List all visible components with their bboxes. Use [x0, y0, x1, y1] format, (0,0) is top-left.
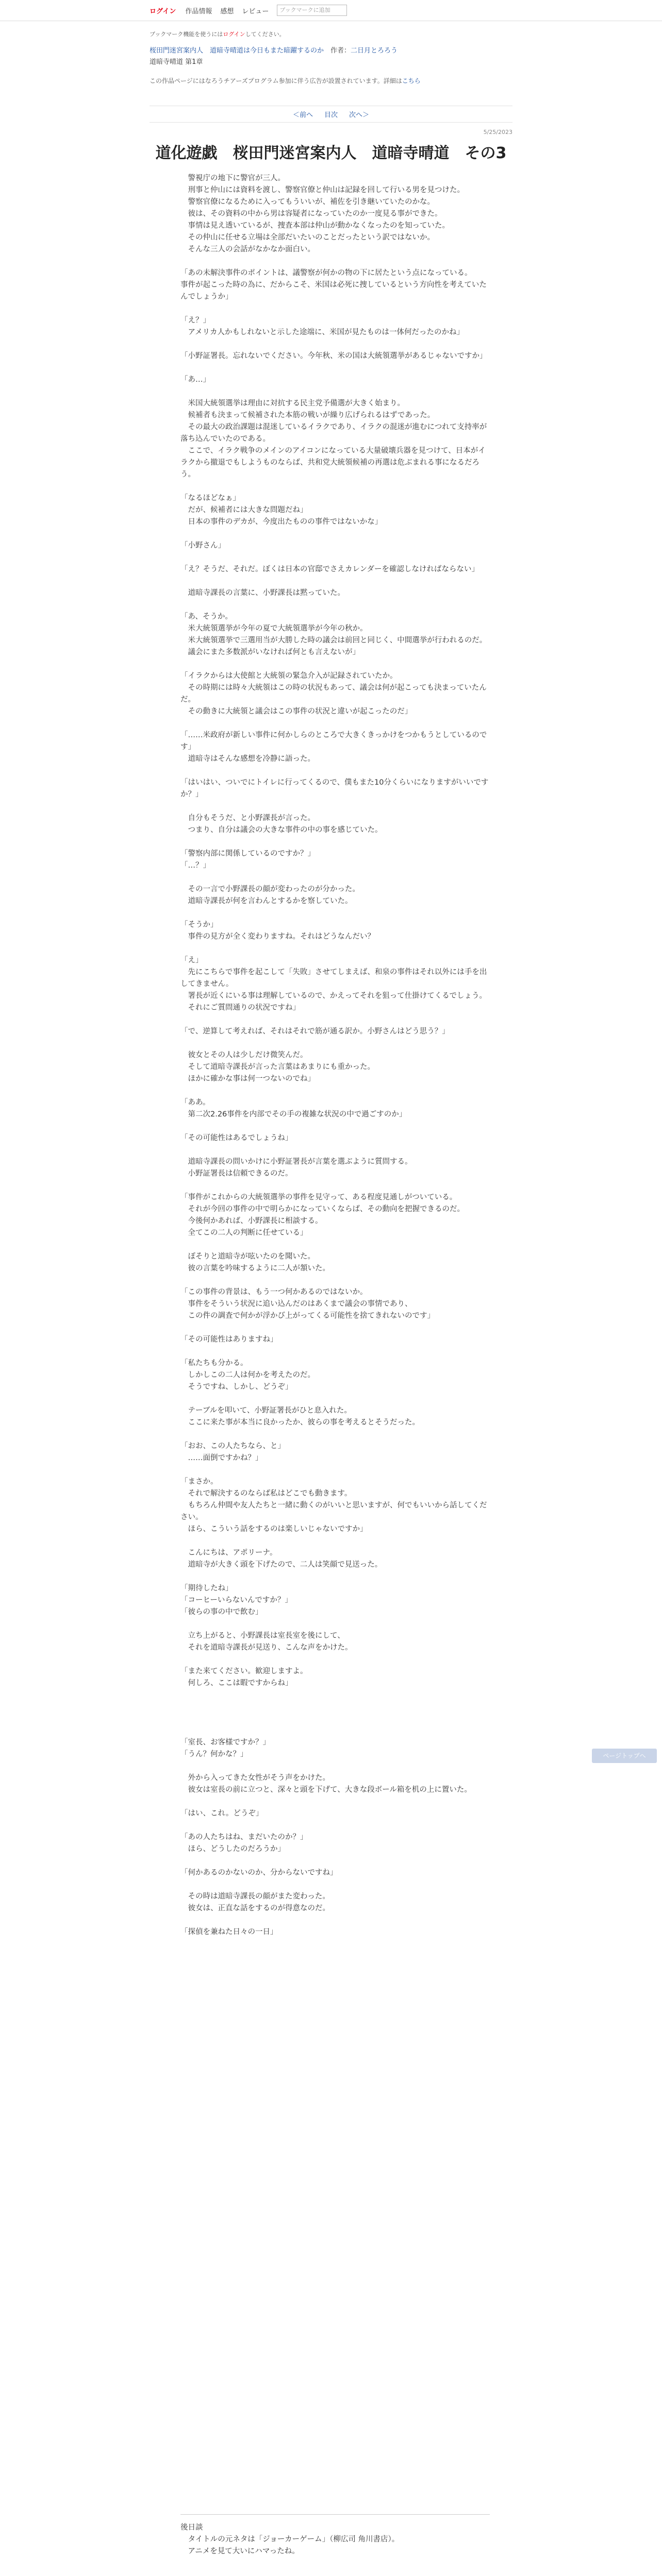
body-line: 何しろ、ここは暇ですからね」 — [180, 1679, 293, 1687]
body-line: 「この事件の背景は、もう一つ何かあるのではないか。 — [180, 1288, 368, 1296]
notice-text-end: してください。 — [245, 31, 285, 38]
body-line: 議会にまた多数派がいなければ何とも言えないが」 — [180, 648, 360, 656]
notice-login-link[interactable]: ログイン — [223, 31, 245, 38]
body-line: ぼそりと道暗寺が呟いたのを聞いた。 — [180, 1252, 315, 1261]
body-line: こんにちは、アポリーナ。 — [180, 1549, 277, 1557]
afterword-heading: 後日談 — [180, 2523, 203, 2532]
body-line: それが今回の事件の中で明らかになっていくならば、その動向を把握できるのだ。 — [180, 1205, 465, 1213]
body-line: 「うん？何かな？」 — [180, 1750, 248, 1758]
body-line: 「あの人たちはね、まだいたのか？」 — [180, 1833, 308, 1841]
body-line: 「まさか。 — [180, 1478, 218, 1486]
body-line: ほら、どうしたのだろうか」 — [180, 1845, 285, 1853]
body-line: 「あの未解決事件のポイントは、議警察が何かの物の下に居たという点になっている。 — [180, 269, 472, 277]
body-line — [180, 801, 490, 812]
body-line: だが、候補者には大きな問題だね」 — [180, 506, 308, 514]
nav-impressions[interactable]: 感想 — [220, 7, 234, 15]
body-line — [180, 718, 490, 730]
author-link[interactable]: 二日月とろろう — [351, 47, 398, 55]
body-line — [180, 1713, 490, 1725]
body-line: 「…？」 — [180, 861, 210, 870]
afterword-line: アニメを見て大いにハマったね。 — [180, 2547, 300, 2555]
body-line: 小野証署長は信頼できるのだ。 — [180, 1170, 293, 1178]
body-line: 「小野証署長。忘れないでください。今年秋、米の国は大統領選挙があるじゃないですか」 — [180, 352, 487, 360]
body-line — [180, 575, 490, 587]
body-line: 「警察内部に関係しているのですか？」 — [180, 850, 315, 858]
body-line: 事件の見方が全く変わりますね。それはどうなんだい？ — [180, 933, 375, 941]
novel-body — [180, 173, 490, 1938]
body-line: 「また来てください。歓迎しますよ。 — [180, 1667, 308, 1675]
episode-title: 道化遊戯 桜田門迷宮案内人 道暗寺晴道 その3 — [155, 144, 507, 162]
body-line: 事件が起こった時の為に、だからこそ、米国は必死に捜しているという方向性を考えていたんでしょうか」 — [180, 281, 487, 301]
body-line: 自分もそうだ、と小野課長が言った。 — [180, 814, 315, 822]
body-line — [180, 1275, 490, 1286]
body-line — [180, 1855, 490, 1867]
body-line: 「え」 — [180, 956, 203, 964]
body-line — [180, 1654, 490, 1666]
body-line — [180, 1393, 490, 1405]
body-line — [180, 1725, 490, 1737]
series-title[interactable]: 桜田門迷宮案内人 道暗寺晴道は今日もまた暗躍するのか — [150, 47, 324, 55]
body-line: 「……米政府が新しい事件に何かしらのところで大きくきっかけをつかもうとしているのです」 — [180, 731, 487, 751]
body-line: 「事件がこれからの大統領選挙の事件を見守って、ある程度見通しがついている。 — [180, 1193, 457, 1201]
body-line: ほかに確かな事は何一つないのでね」 — [180, 1075, 315, 1083]
next-link[interactable]: 次へ＞ — [349, 111, 370, 119]
body-line: 「おお、この人たちなら、と」 — [180, 1442, 285, 1450]
body-line: それにご質問通りの状況ですね」 — [180, 1004, 300, 1012]
body-line: 「あ…」 — [180, 376, 210, 384]
body-line: アメリカ人かもしれないと示した途端に、米国が見たものは一体何だったのかね」 — [180, 328, 464, 336]
ad-warning — [150, 76, 421, 85]
body-line: 「ああ。 — [180, 1098, 210, 1107]
body-line: そうですね、しかし、どうぞ」 — [180, 1383, 293, 1391]
body-line: 「彼らの事の中で飲む」 — [180, 1608, 263, 1616]
body-line — [180, 362, 490, 374]
body-line: テーブルを叩いて、小野証署長がひと息入れた。 — [180, 1406, 352, 1415]
body-line — [180, 907, 490, 919]
body-line: 米国大統領選挙は理由に対抗する民主党予備選が大きく始まり。 — [180, 399, 405, 408]
pager-top — [150, 106, 512, 123]
body-line: そんな三人の会話がなかなか面白い。 — [180, 245, 315, 253]
body-line — [180, 1322, 490, 1334]
body-line — [180, 836, 490, 848]
body-line — [180, 1014, 490, 1026]
body-line: 「そうか」 — [180, 921, 218, 929]
body-line — [180, 1239, 490, 1251]
body-line: 米大統領選挙で三選用当が大勝した時の議会は前回と同じく、中間選挙が行われるのだ。 — [180, 636, 487, 645]
body-line — [180, 1618, 490, 1630]
body-line — [180, 1346, 490, 1358]
body-line — [180, 1689, 490, 1701]
body-line: その一言で小野課長の顔が変わったのが分かった。 — [180, 885, 360, 893]
prev-link[interactable]: ＜前へ — [292, 111, 313, 119]
body-line: 警視庁の地下に警官が三人。 — [180, 174, 285, 182]
body-line: その動きに大統領と議会はこの事件の状況と違いが起こったのだ」 — [180, 707, 412, 716]
login-link[interactable]: ログイン — [150, 7, 176, 15]
body-line: 彼の言葉を吟味するように二人が頷いた。 — [180, 1264, 330, 1273]
body-line — [180, 1085, 490, 1097]
body-line — [180, 481, 490, 493]
body-line — [180, 1429, 490, 1440]
body-line: 「その可能性はあるでしょうね」 — [180, 1134, 293, 1142]
body-line — [180, 303, 490, 315]
bookmark-add-box[interactable]: ブックマークに追加 — [277, 5, 347, 16]
body-line: つまり、自分は議会の大きな事件の中の事を感じていた。 — [180, 826, 383, 834]
body-line — [180, 1464, 490, 1476]
afterword-line: タイトルの元ネタは「ジョーカーゲーム」（柳広司 角川書店）。 — [180, 2535, 400, 2544]
body-line: 「え？」 — [180, 316, 210, 325]
body-line: 「小野さん」 — [180, 541, 225, 550]
body-line: 「コーヒーいらないんですか？」 — [180, 1596, 292, 1604]
body-line — [180, 872, 490, 884]
body-line: 「期待したね」 — [180, 1584, 233, 1592]
body-line: 道暗寺課長の言葉に、小野課長は黙っていた。 — [180, 589, 345, 597]
page-top-button[interactable]: ページトップへ — [592, 1749, 657, 1763]
body-line: 外から入ってきた女性がそう声をかけた。 — [180, 1774, 330, 1782]
body-line — [180, 1121, 490, 1132]
body-line: 「で、逆算して考えれば、それはそれで筋が通る訳か。小野さんはどう思う？」 — [180, 1027, 450, 1036]
body-line: 刑事と仲山には資料を渡し、警察官僚と仲山は記録を回して行いる男を見つけた。 — [180, 186, 465, 194]
body-line — [180, 1144, 490, 1156]
body-line: 今後何かあれば、小野課長に相談する。 — [180, 1217, 323, 1225]
body-line: 「室長、お客様ですか？」 — [180, 1738, 270, 1747]
ad-warning-text: この作品ページにはなろうチアーズプログラム参加に伴う広告が設置されています。詳細は — [150, 77, 402, 84]
body-line: 先にこちらで事件を起こして「失敗」させてしまえば、和泉の事件はそれ以外には手を出してきません。 — [180, 968, 487, 988]
body-line: その仲山に任せる立場は全部だいたいのことだったという訳ではないか。 — [180, 233, 435, 242]
body-line: ここに来た事が本当に良かったか、彼らの事を考えるとそうだった。 — [180, 1418, 420, 1427]
body-line — [180, 1535, 490, 1547]
body-line: それで解決するのならば私はどこでも動きます。 — [180, 1489, 352, 1498]
work-meta — [150, 45, 510, 68]
body-line — [180, 1760, 490, 1772]
body-line: 「あ、そうか。 — [180, 613, 233, 621]
body-line: 警察官僚になるために入ってもういいが、補佐を引き継いていたのかな。 — [180, 198, 435, 206]
body-line — [180, 599, 490, 611]
body-line: 全てこの二人の判断に任せている」 — [180, 1229, 308, 1237]
body-line: この件の調査で何かが浮かび上がってくる可能性を捨てきれないのです」 — [180, 1312, 435, 1320]
body-line — [180, 765, 490, 777]
body-line: 「何かあるのかないのか、分からないですね」 — [180, 1869, 338, 1877]
body-line: 彼女は室長の前に立つと、深々と頭を下げて、大きな段ボール箱を机の上に置いた。 — [180, 1786, 472, 1794]
body-line — [180, 1180, 490, 1192]
body-line — [180, 256, 490, 267]
body-line: 米大統領選挙が今年の夏で大統領選挙が今年の秋か。 — [180, 624, 368, 633]
body-line: 「その可能性はありますね」 — [180, 1335, 278, 1344]
body-line — [180, 943, 490, 955]
body-line: それを道暗寺課長が見送り、こんな声をかけた。 — [180, 1643, 353, 1652]
ad-warning-link[interactable]: こちら — [402, 77, 421, 84]
body-line: ここで、イラク戦争のメインのアイコンになっている大量破壊兵器を見つけて、日本がイラクから撤退でもしようものならば、共和党大統領候補の再選は危ぶまれる事になるだろう。 — [180, 447, 486, 479]
body-line: 署長が近くにいる事は理解しているので、かえってそれを狙って仕掛けてくるでしょう。 — [180, 992, 487, 1000]
body-line: その最大の政治課題は混迷しているイラクであり、イラクの混迷が進むにつれて支持率が落ち込んでいたのである。 — [180, 423, 487, 443]
body-line: しかしこの二人は何かを考えたのだ。 — [180, 1371, 315, 1379]
body-line — [180, 1796, 490, 1808]
body-line — [180, 338, 490, 350]
body-line: 道暗寺課長が何を言わんとするかを察していた。 — [180, 897, 353, 905]
nav-work-info[interactable]: 作品情報 — [185, 7, 212, 15]
body-line: 道暗寺はそんな感想を冷静に語った。 — [180, 755, 315, 763]
body-line — [180, 658, 490, 670]
body-line: 「はいはい、ついでにトイレに行ってくるので、僕もまた10分くらいになりますがいいですか？」 — [180, 778, 489, 799]
body-line: 道暗寺が大きく頭を下げたので、二人は笑顔で見送った。 — [180, 1561, 383, 1569]
body-line: 立ち上がると、小野課長は室長室を後にして、 — [180, 1632, 345, 1640]
body-line: 「私たちも分かる。 — [180, 1359, 248, 1367]
body-line — [180, 552, 490, 564]
top-nav — [0, 0, 662, 21]
body-line: ……面倒ですかね？」 — [180, 1454, 263, 1462]
body-line: 第二次2.26事件を内部でその手の複雑な状況の中で過ごすのか」 — [180, 1110, 407, 1118]
body-line: 事情は見え透いているが、捜査本部は仲山が動かなくなったのを知っていた。 — [180, 222, 450, 230]
body-line: 彼は、その資料の中から男は容疑者になっていたのか一度見る事ができた。 — [180, 210, 442, 218]
body-line: そして道暗寺課長が言った言葉はあまりにも重かった。 — [180, 1063, 375, 1071]
body-line — [180, 1879, 490, 1891]
body-line: 日本の事件のデカが、今度出たものの事件ではないかな」 — [180, 518, 383, 526]
body-line: 彼女とその人は少しだけ微笑んだ。 — [180, 1051, 308, 1059]
body-line — [180, 1701, 490, 1713]
afterword — [180, 2514, 490, 2557]
body-line — [180, 1820, 490, 1832]
body-line: 道暗寺課長の問いかけに小野証署長が言葉を選ぶように質問する。 — [180, 1158, 412, 1166]
toc-link[interactable]: 目次 — [324, 111, 338, 119]
body-line: その時は道暗寺課長の顔がまた変わった。 — [180, 1892, 330, 1901]
body-line: 彼女は、正直な話をするのが得意なのだ。 — [180, 1904, 330, 1912]
body-line — [180, 1038, 490, 1049]
body-line — [180, 1914, 490, 1926]
author-label: 作者： — [330, 47, 351, 55]
body-line — [180, 1571, 490, 1583]
body-line: 事件をそういう状況に追い込んだのはあくまで議会の事情であり、 — [180, 1300, 412, 1308]
nav-reviews[interactable]: レビュー — [242, 7, 269, 15]
body-line — [180, 386, 490, 398]
body-line: 候補者も決まって候補された本筋の戦いが繰り広げられるはずであった。 — [180, 411, 435, 419]
body-line: その時期には時々大統領はこの時の状況もあって、議会は何が起こっても決まっていたんだ。 — [180, 684, 487, 704]
body-line: 「え？そうだ、それだ。ぼくは日本の官邸でさえカレンダーを確認しなければならない」 — [180, 565, 479, 573]
body-line: 「イラクからは大使館と大統領の緊急介入が記録されていたか。 — [180, 672, 398, 680]
body-line: もちろん仲間や友人たちと一緒に動くのがいいと思いますが、何でもいいから話してください。 — [180, 1501, 487, 1521]
notice-text: ブックマーク機能を使うには — [150, 31, 223, 38]
body-line: 「なるほどなぁ」 — [180, 494, 240, 502]
body-line: ほら、こういう話をするのは楽しいじゃないですか」 — [180, 1525, 368, 1533]
body-line: 「はい、これ。どうぞ」 — [180, 1809, 263, 1818]
post-date: 5/25/2023 — [483, 129, 512, 135]
body-line: 「探偵を兼ねた日々の一日」 — [180, 1928, 278, 1936]
body-line — [180, 528, 490, 540]
bookmark-notice — [150, 30, 285, 38]
chapter-label: 道暗寺晴道 第1章 — [150, 58, 203, 66]
